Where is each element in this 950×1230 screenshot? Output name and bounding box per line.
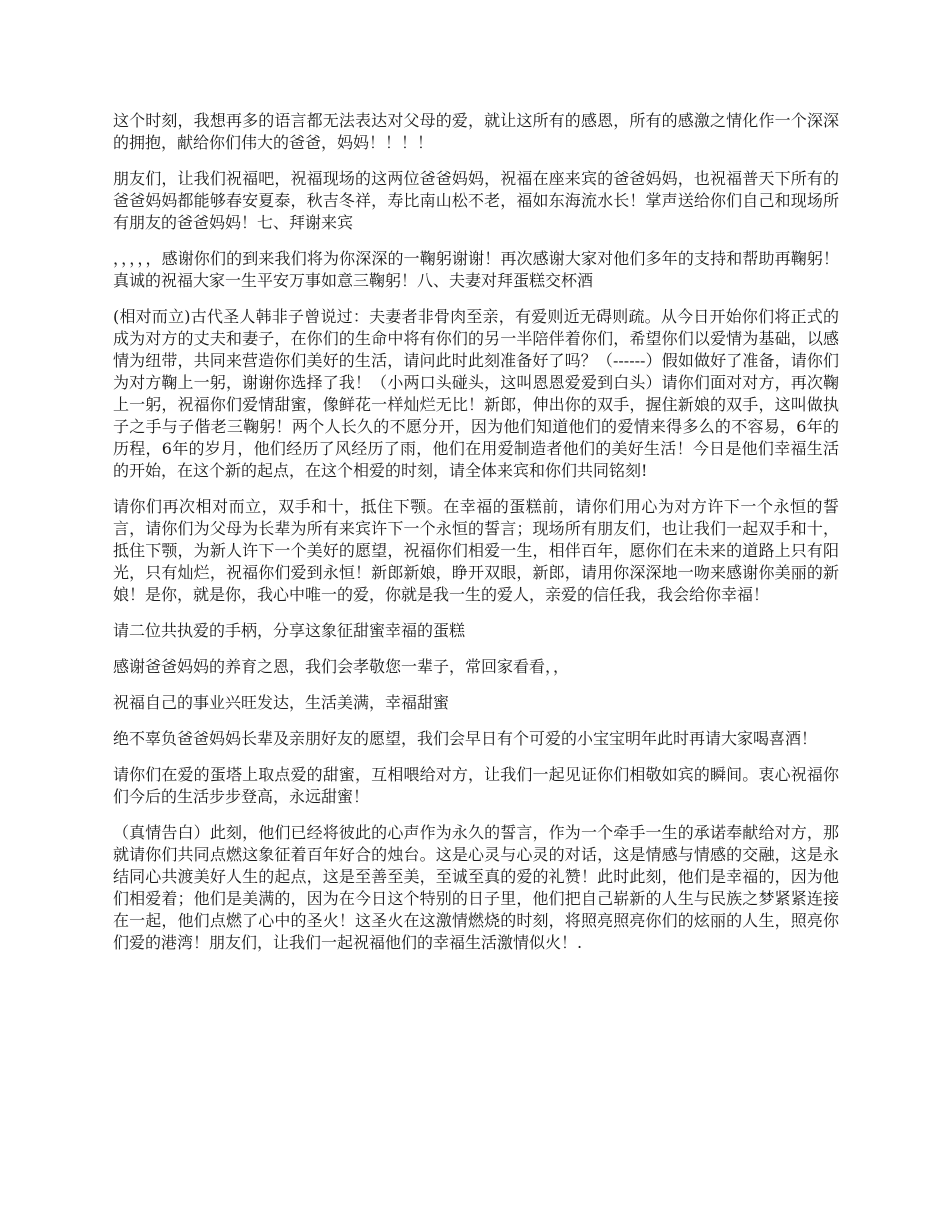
paragraph-9: 绝不辜负爸爸妈妈长辈及亲朋好友的愿望，我们会早日有个可爱的小宝宝明年此时再请大家喝喜酒！ [113,729,818,748]
paragraph-3: ，，，，，感谢你们的到来我们将为你深深的一鞠躬谢谢！再次感谢大家对他们多年的支持和帮助再鞠躬！真诚的祝福大家一生平安万事如意三鞠躬！八、夫妻对拜蛋糕交杯酒 [113,249,839,290]
paragraph-1: 这个时刻，我想再多的语言都无法表达对父母的爱，就让这所有的感恩，所有的感激之情化作一个深深的拥抱，献给你们伟大的爸爸，妈妈！！！！ [113,111,839,152]
paragraph-7: 感谢爸爸妈妈的养育之恩，我们会孝敬您一辈子，常回家看看，， [113,657,570,676]
document-body [113,110,839,968]
paragraph-5: 请你们再次相对而立，双手和十，抵住下颚。在幸福的蛋糕前，请你们用心为对方许下一个永恒的誓言，请你们为父母为长辈为所有来宾许下一个永恒的誓言；现场所有朋友们，也让我们一起双手和十，抵住下颚，为新人许下一个美好的愿望，祝福你们相爱一生，相伴百年，愿你们在未来的道路上只有阳光，只有灿烂，祝福你们爱到永恒！新郎新娘，睁开双眼，新郎，请用你深深地一吻来感谢你美丽的新娘！是你，就是你，我心中唯一的爱，你就是我一生的爱人，亲爱的信任我，我会给你幸福！ [113,497,839,604]
paragraph-6: 请二位共执爱的手柄，分享这象征甜蜜幸福的蛋糕 [113,621,466,640]
paragraph-11: （真情告白）此刻，他们已经将彼此的心声作为永久的誓言，作为一个牵手一生的承诺奉献给对方，那就请你们共同点燃这象征着百年好合的烛台。这是心灵与心灵的对话，这是情感与情感的交融，这是永结同心共渡美好人生的起点，这是至善至美，至诚至真的爱的礼赞！此时此刻，他们是幸福的，因为他们相爱着；他们是美满的，因为在今日这个特别的日子里，他们把自己崭新的人生与民族之梦紧紧连接在一起，他们点燃了心中的圣火！这圣火在这激情燃烧的时刻，将照亮照亮你们的炫丽的人生，照亮你们爱的港湾！朋友们，让我们一起祝福他们的幸福生活激情似火！. [113,823,839,952]
paragraph-2: 朋友们，让我们祝福吧，祝福现场的这两位爸爸妈妈，祝福在座来宾的爸爸妈妈，也祝福普天下所有的爸爸妈妈都能够春安夏泰，秋吉冬祥，寿比南山松不老，福如东海流水长！掌声送给你们自己和现场所有朋友的爸爸妈妈！七、拜谢来宾 [113,169,839,232]
paragraph-4: (相对而立)古代圣人韩非子曾说过：夫妻者非骨肉至亲，有爱则近无碍则疏。从今日开始你们将正式的成为对方的丈夫和妻子，在你们的生命中将有你们的另一半陪伴着你们，希望你们以爱情为基础，以感情为纽带，共同来营造你们美好的生活，请问此时此刻准备好了吗？（------）假如做好了准备，请你们为对方鞠上一躬，谢谢你选择了我！（小两口头碰头，这叫恩恩爱爱到白头）请你们面对对方，再次鞠上一躬，祝福你们爱情甜蜜，像鲜花一样灿烂无比！新郎，伸出你的双手，握住新娘的双手，这叫做执子之手与子偕老三鞠躬！两个人长久的不愿分开，因为他们知道他们的爱情来得多么的不容易，6年的历程，6年的岁月，他们经历了风经历了雨，他们在用爱制造者他们的美好生活！今日是他们幸福生活的开始，在这个新的起点，在这个相爱的时刻，请全体来宾和你们共同铭刻! [113,307,839,480]
paragraph-10: 请你们在爱的蛋塔上取点爱的甜蜜，互相喂给对方，让我们一起见证你们相敬如宾的瞬间。衷心祝福你们今后的生活步步登高，永远甜蜜！ [113,765,839,806]
paragraph-8: 祝福自己的事业兴旺发达，生活美满，幸福甜蜜 [113,693,450,712]
